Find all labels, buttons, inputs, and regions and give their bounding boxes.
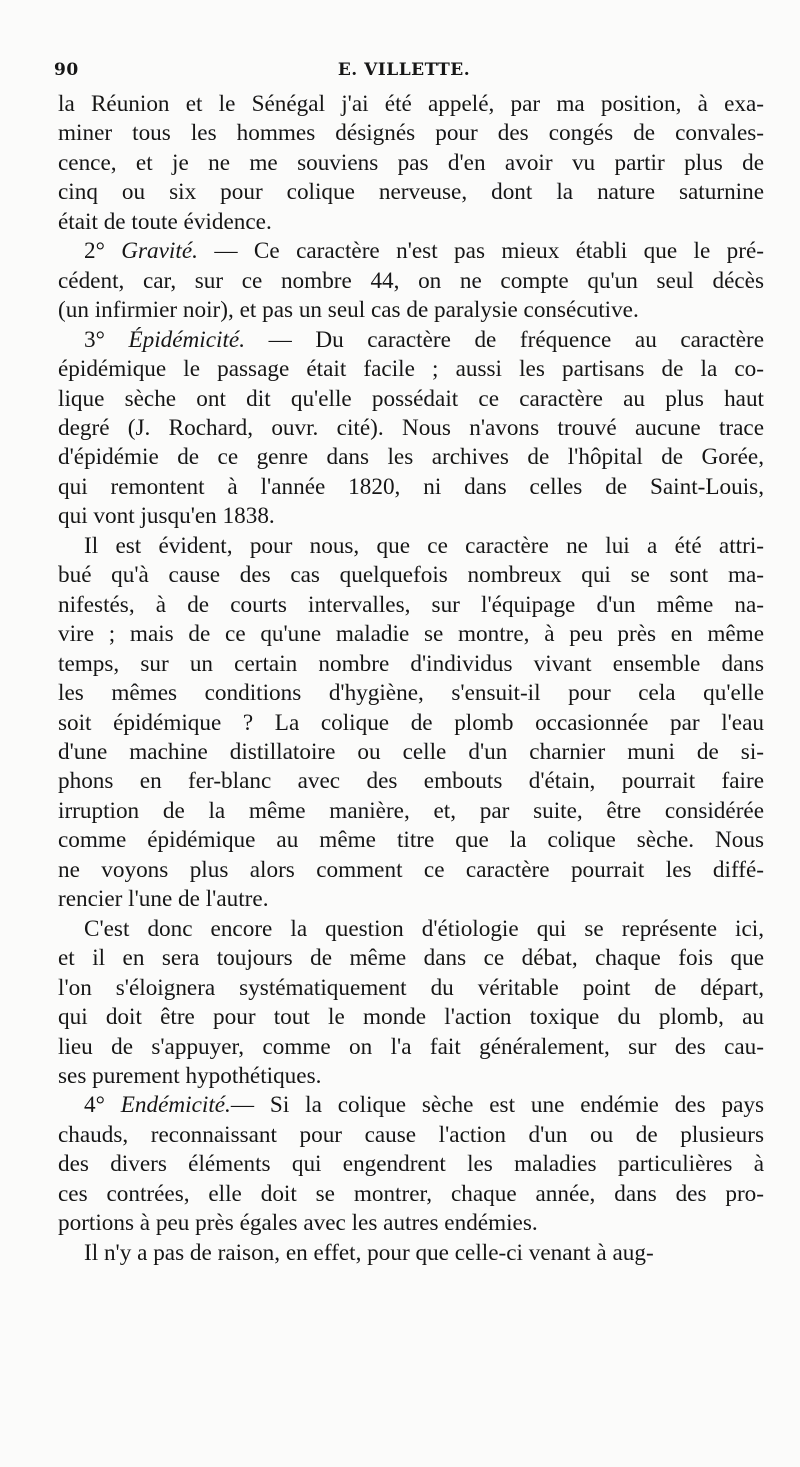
text-line [58,149,764,178]
text-line [58,767,764,796]
text-line [58,620,764,649]
line-text: l'on s'éloignera systématiquement du véritable point de départ, [58,974,764,1001]
line-text: vire ; mais de ce qu'une maladie se montre, à peu près en même [58,621,764,648]
text-line [58,885,764,914]
line-text: qui doit être pour tout le monde l'action toxique du plomb, au [58,1004,764,1031]
running-head: E. VILLETTE. [337,60,471,80]
line-text: des divers éléments qui engendrent les maladies particulières à [58,1151,764,1178]
line-text: d'une machine distillatoire ou celle d'un charnier muni de si- [58,738,764,765]
text-line [58,709,764,738]
text-line [58,856,764,885]
text-line [58,473,764,502]
line-text: Il n'y a pas de raison, en effet, pour que celle-ci venant à aug- [84,1239,654,1266]
line-text: et il en sera toujours de même dans ce débat, chaque fois que [58,945,764,972]
section-heading: Gravité. [121,238,198,265]
paragraph [58,532,764,915]
text-line [58,1003,764,1032]
section-number: 2° [84,238,122,265]
text-line [58,1121,764,1150]
line-text: nifestés, à de courts intervalles, sur l'équipage d'un même na- [58,591,764,618]
text-line [58,1062,764,1091]
text-line [58,502,764,531]
line-text: temps, sur un certain nombre d'individus vivant ensemble dans [58,650,764,677]
text-line [58,385,764,414]
line-text: miner tous les hommes désignés pour des congés de convales- [58,120,764,147]
paragraph [58,915,764,1092]
paragraph [58,1239,764,1268]
line-text: d'épidémie de ce genre dans les archives de l'hôpital de Gorée, [58,444,764,471]
text-line [58,1033,764,1062]
line-text: la Réunion et le Sénégal j'ai été appelé, par ma position, à exa- [58,91,764,117]
text-line [58,738,764,767]
line-text: cinq ou six pour colique nerveuse, dont la nature saturnine [58,179,764,206]
line-text: soit épidémique ? La colique de plomb occasionnée par l'eau [58,709,764,736]
text-line [58,826,764,855]
section-number: 3° [84,326,129,353]
text-line [58,267,764,296]
line-text: bué qu'à cause des cas quelquefois nombreux qui se sont ma- [58,562,764,589]
line-text: phons en fer-blanc avec des embouts d'étain, pourrait faire [58,768,764,795]
paragraph [58,237,764,325]
line-text: — Du caractère de fréquence au caractère [245,326,764,353]
text-line [58,208,764,237]
text-line [58,119,764,148]
text-line [58,797,764,826]
line-text: épidémique le passage était facile ; aussi les partisans de la co- [58,356,764,383]
paragraph [58,1091,764,1238]
text-line [58,561,764,590]
paragraph [58,326,764,532]
line-text: chauds, reconnaissant pour cause l'action d'un ou de plusieurs [58,1121,764,1148]
text-line [58,1150,764,1179]
text-line [58,237,764,266]
line-text: (un infirmier noir), et pas un seul cas de paralysie consécutive. [58,297,639,324]
line-text: était de toute évidence. [58,208,272,235]
section-heading: Endémicité. [120,1092,231,1119]
line-text: ne voyons plus alors comment ce caractère pourrait les diffé- [58,856,764,883]
text-line [58,90,764,119]
text-line [58,1180,764,1209]
line-text: ces contrées, elle doit se montrer, chaque année, dans des pro- [58,1180,764,1207]
line-text: irruption de la même manière, et, par suite, être considérée [58,797,764,824]
line-text: rencier l'une de l'autre. [58,886,269,913]
line-text: lique sèche ont dit qu'elle possédait ce caractère au plus haut [58,385,764,412]
text-line [58,326,764,355]
text-line [58,532,764,561]
line-text: les mêmes conditions d'hygiène, s'ensuit-il pour cela qu'elle [58,680,764,707]
page-number: 90 [54,60,79,80]
section-heading: Épidémicité. [128,326,245,353]
line-text: ses purement hypothétiques. [58,1062,322,1089]
line-text: — Si la colique sèche est une endémie des pays [230,1092,764,1119]
text-line [58,944,764,973]
line-text: cédent, car, sur ce nombre 44, on ne compte qu'un seul décès [58,267,764,294]
text-line [58,1091,764,1120]
text-line [58,414,764,443]
text-line [58,1239,764,1268]
section-number: 4° [84,1092,121,1119]
text-line [58,355,764,384]
text-line [58,591,764,620]
text-line [58,679,764,708]
body-text [58,90,764,1268]
line-text: qui vont jusqu'en 1838. [58,503,275,530]
line-text: — Ce caractère n'est pas mieux établi que le pré- [197,238,764,265]
line-text: Il est évident, pour nous, que ce caractère ne lui a été attri- [84,532,764,559]
line-text: cence, et je ne me souviens pas d'en avoir vu partir plus de [58,149,764,176]
text-line [58,443,764,472]
text-line [58,974,764,1003]
text-line [58,1209,764,1238]
line-text: C'est donc encore la question d'étiologie qui se représente ici, [84,915,764,942]
text-line [58,915,764,944]
line-text: lieu de s'appuyer, comme on l'a fait généralement, sur des cau- [58,1033,764,1060]
line-text: qui remontent à l'année 1820, ni dans celles de Saint-Louis, [58,473,764,500]
paragraph [58,90,764,237]
text-line [58,650,764,679]
line-text: degré (J. Rochard, ouvr. cité). Nous n'avons trouvé aucune trace [58,414,764,441]
line-text: comme épidémique au même titre que la colique sèche. Nous [58,827,764,854]
text-line [58,178,764,207]
text-line [58,296,764,325]
line-text: portions à peu près égales avec les autres endémies. [58,1210,538,1237]
page-header [54,60,754,90]
